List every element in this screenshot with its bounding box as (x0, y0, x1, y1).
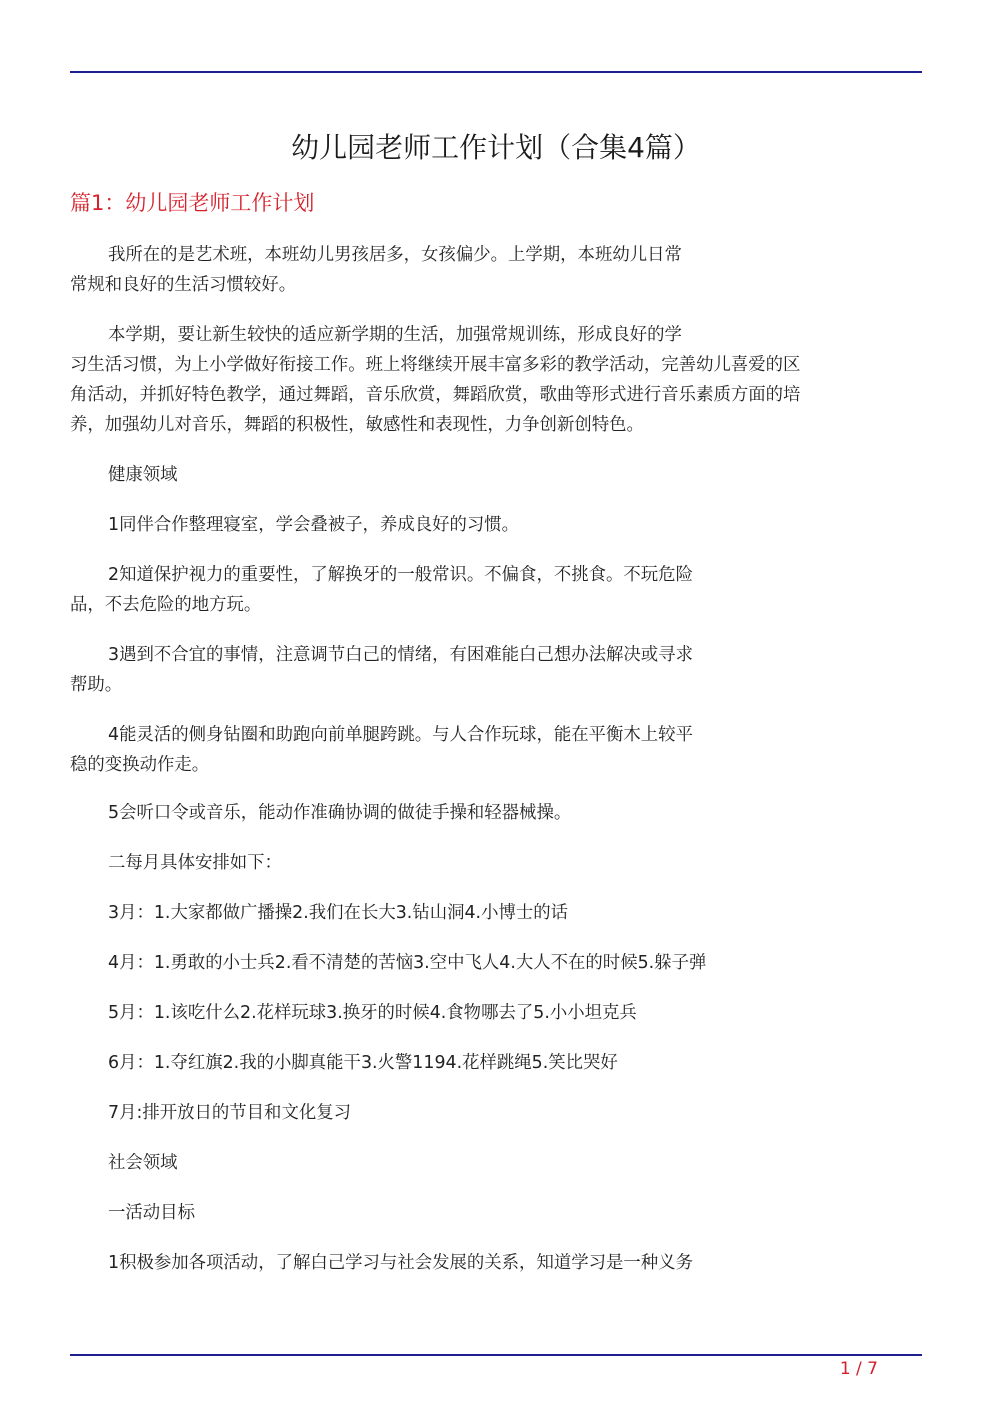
text-line: 2知道保护视力的重要性，了解换牙的一般常识。不偏食，不挑食。不玩危险 (108, 565, 693, 585)
paragraph (70, 1048, 922, 1078)
paragraph (70, 320, 922, 440)
text-line: 3月：1.大家都做广播操2.我们在长大3.钻山洞4.小博士的话 (108, 903, 569, 923)
text-line: 4能灵活的侧身钻圈和助跑向前单腿跨跳。与人合作玩球，能在平衡木上较平 (108, 725, 693, 745)
paragraph (70, 460, 922, 490)
text-line: 帮助。 (70, 675, 123, 695)
paragraph (70, 640, 922, 700)
document-title: 幼儿园老师工作计划（合集4篇） (291, 131, 701, 164)
footer-rule (70, 1354, 922, 1356)
text-line: 角活动，并抓好特色教学，通过舞蹈，音乐欣赏，舞蹈欣赏，歌曲等形式进行音乐素质方面的培 (70, 385, 801, 405)
text-line: 5会听口令或音乐，能动作准确协调的做徒手操和轻器械操。 (108, 803, 572, 823)
paragraph (70, 1148, 922, 1178)
text-line: 7月:排开放日的节目和文化复习 (108, 1103, 352, 1123)
text-line: 5月：1.该吃什么2.花样玩球3.换牙的时候4.食物哪去了5.小小坦克兵 (108, 1003, 637, 1023)
text-line: 常规和良好的生活习惯较好。 (70, 275, 297, 295)
paragraph (70, 240, 922, 300)
paragraph (70, 1098, 922, 1128)
text-line: 3遇到不合宜的事情，注意调节白己的情绪，有困难能白己想办法解决或寻求 (108, 645, 693, 665)
text-line: 1积极参加各项活动，了解白己学习与社会发展的关系，知道学习是一种义务 (108, 1253, 693, 1273)
text-line: 6月：1.夺红旗2.我的小脚真能干3.火警1194.花样跳绳5.笑比哭好 (108, 1053, 618, 1073)
text-line: 二每月具体安排如下： (108, 853, 282, 873)
paragraph (70, 720, 922, 780)
paragraph (70, 1248, 922, 1278)
header-rule (70, 71, 922, 73)
section-heading: 篇1：幼儿园老师工作计划 (70, 191, 315, 215)
paragraph (70, 948, 922, 978)
text-line: 1同伴合作整理寝室，学会叠被子，养成良好的习惯。 (108, 515, 520, 535)
paragraph (70, 510, 922, 540)
paragraph (70, 798, 922, 828)
paragraph (70, 898, 922, 928)
text-line: 本学期，要让新生较快的适应新学期的生活，加强常规训练，形成良好的学 (108, 325, 682, 345)
paragraph (70, 848, 922, 878)
text-line: 一活动目标 (108, 1203, 195, 1223)
page-indicator: 1 / 7 (839, 1359, 878, 1379)
paragraph (70, 998, 922, 1028)
text-line: 养，加强幼儿对音乐，舞蹈的积极性，敏感性和表现性，力争创新创特色。 (70, 415, 644, 435)
paragraph (70, 560, 922, 620)
text-line: 稳的变换动作走。 (70, 755, 210, 775)
text-line: 品，不去危险的地方玩。 (70, 595, 262, 615)
text-line: 社会领域 (108, 1153, 178, 1173)
text-line: 健康领域 (108, 465, 178, 485)
paragraph (70, 1198, 922, 1228)
text-line: 我所在的是艺术班，本班幼儿男孩居多，女孩偏少。上学期，本班幼儿日常 (108, 245, 682, 265)
text-line: 4月：1.勇敢的小士兵2.看不清楚的苦恼3.空中飞人4.大人不在的时候5.躲子弹 (108, 953, 707, 973)
text-line: 习生活习惯，为上小学做好衔接工作。班上将继续开展丰富多彩的教学活动，完善幼儿喜爱的区 (70, 355, 801, 375)
